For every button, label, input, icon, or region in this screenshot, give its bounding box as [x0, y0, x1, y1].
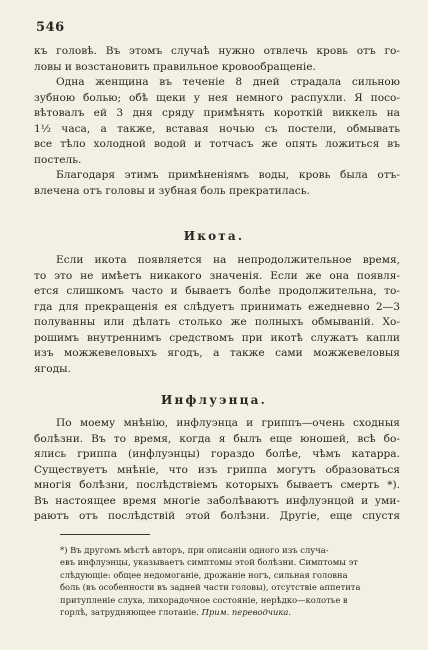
footnote-line: слѣдующіе: общее недомоганіе, дрожаніе ногъ, сильная головна [60, 569, 348, 580]
influenza-paragraph-cont [34, 432, 400, 525]
ikota-text [34, 253, 400, 377]
text-line: къ головѣ. Въ этомъ случаѣ нужно отвлечь кровь отъ го- [34, 45, 400, 57]
paragraph-3 [34, 168, 400, 184]
footnote-line: евъ инфлуэнцы, указываетъ симптомы этой болѣзни. Симптомы эт [60, 557, 358, 568]
footnote-divider [60, 534, 150, 535]
ikota-paragraph-cont [34, 269, 400, 378]
text-line: болѣзни. Въ то время, когда я былъ еще юношей, всѣ бо- [34, 432, 400, 445]
footnote-line: боль (въ особенности въ задней части головы), отсутствіе аппетита [60, 582, 361, 593]
footnote-line-last [60, 606, 390, 618]
text-line: Благодаря этимъ примѣненіямъ воды, кровь была отъ- [56, 169, 400, 181]
text-line: гда для прекращенія ея слѣдуетъ принимать ежедневно 2—3 [34, 300, 400, 313]
text-line: рошимъ внутреннимъ средствомъ при икотѣ служатъ капли [34, 331, 400, 344]
paragraph-1 [34, 44, 400, 75]
text-line: Въ настоящее время многіе заболѣваютъ инфлуэнцой и уми- [34, 494, 400, 507]
text-line: 1½ часа, а также, вставая ночью съ постели, обмывать [34, 122, 400, 135]
page-number: 546 [36, 20, 65, 35]
text-line: вѣтовалъ ей 3 дня сряду примѣнять короткій виккель на [34, 107, 400, 119]
text-line: все тѣло холодной водой и тотчасъ же опять ложиться въ [34, 138, 400, 150]
footnote-line: притупленіе слуха, лихорадочное состояніе, нерѣдко—колотье в [60, 594, 348, 605]
text-line: раютъ отъ послѣдствій этой болѣзни. Другіе, еще спустя [34, 510, 400, 522]
text-line: ялись гриппа (инфлуэнцы) гораздо болѣе, чѣмъ катарра. [34, 448, 400, 460]
text-line: зубною болью; обѣ щеки у нея немного распухли. Я посо- [34, 91, 400, 104]
footnote-line: *) Въ другомъ мѣстѣ авторъ, при описаніи одного изъ случа- [60, 545, 329, 555]
text-line: Одна женщина въ теченіе 8 дней страдала сильною [56, 76, 400, 88]
text-line: изъ можжевеловыхъ ягодъ, а также сами можжевеловыя [34, 347, 400, 359]
footnote-text: горлѣ, затрудняющее глотаніе. [60, 607, 199, 618]
text-line: ловы и возстановить правильное кровообращеніе. [34, 60, 316, 73]
intro-text [34, 44, 400, 199]
translator-note: Прим. переводчика. [201, 607, 292, 618]
text-line: По моему мнѣнію, инфлуэнца и гриппъ—очень сходныя [56, 417, 400, 429]
section-heading-ikota: Икота. [183, 229, 245, 243]
text-line: то это не имѣетъ никакого значенія. Если же она появля- [34, 269, 400, 282]
ikota-paragraph [34, 253, 400, 269]
paragraph-2 [34, 75, 400, 91]
paragraph-2-cont [34, 91, 400, 169]
text-line: постель. [34, 153, 82, 166]
text-line: многія болѣзни, послѣдствіемъ которыхъ бываетъ смерть *). [34, 479, 400, 491]
text-line: влечена отъ головы и зубная боль прекратилась. [34, 184, 310, 197]
text-line: Если икота появляется на непродолжительное время, [56, 254, 400, 266]
text-line: Существуетъ мнѣніе, что изъ гриппа могутъ образоваться [34, 463, 400, 476]
footnote [60, 544, 390, 618]
text-line: ягоды. [34, 362, 71, 375]
text-line: ется слишкомъ часто и бываетъ болѣе продолжительна, то- [34, 285, 400, 297]
influenza-paragraph [34, 416, 400, 432]
section-heading-influenza: Инфлуэнца. [161, 393, 267, 407]
text-line: полуванны или дѣлать столько же полныхъ обмываній. Хо- [34, 316, 400, 328]
paragraph-3-cont [34, 184, 400, 200]
influenza-text [34, 416, 400, 525]
